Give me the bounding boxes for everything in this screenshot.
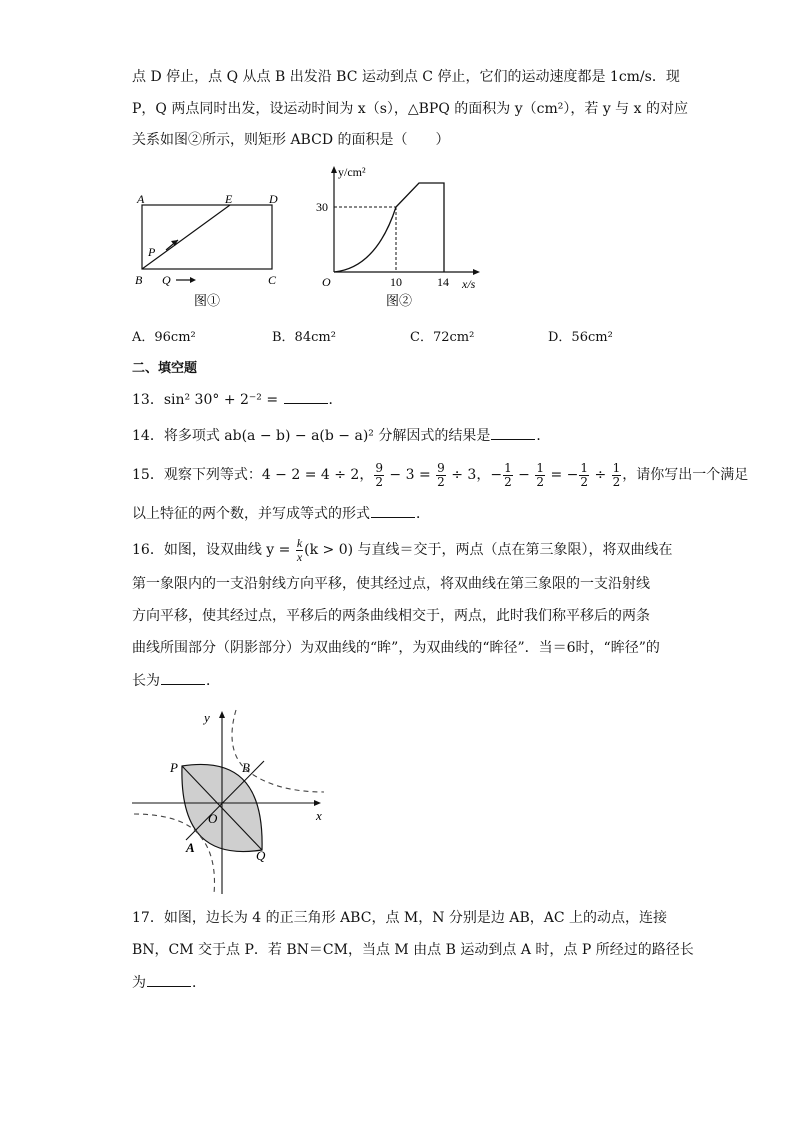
q16-lead: 16．如图，设双曲线 y = [132, 542, 295, 558]
q15-m2: ÷ 3，− [446, 467, 503, 483]
q14-blank [491, 425, 535, 440]
q15-frac-5-num: 1 [580, 460, 589, 475]
q17-end: ． [192, 975, 206, 991]
y-axis-arrow [219, 711, 225, 718]
tick-30: 30 [316, 200, 328, 214]
q15-frac-3-num: 1 [504, 460, 512, 475]
q15-frac-2-den: 2 [437, 474, 445, 489]
q15-m3: − [513, 467, 535, 483]
curve-segment [334, 207, 396, 272]
label-b: B [242, 760, 250, 775]
origin-label: O [322, 275, 331, 289]
figure-2-graph [316, 160, 496, 310]
q15-m4: = − [546, 467, 579, 483]
q15-tail: ，请你写出一个满足 [622, 467, 749, 483]
q16-line-4: 曲线所围部分（阴影部分）为双曲线的“眸”，为双曲线的“眸径”．当＝6时，“眸径”的 [132, 640, 660, 656]
label-a: A [186, 840, 195, 855]
q16-line-5-text: 长为 [132, 673, 160, 689]
q13-end: ． [328, 392, 343, 408]
segment-be [142, 205, 230, 269]
q13-text: 13．sin² 30° + 2⁻² = [132, 392, 283, 408]
q14-end: ． [536, 428, 551, 444]
q15-frac-3-den: 2 [504, 474, 512, 489]
tick-10: 10 [390, 275, 402, 289]
label-e: E [225, 192, 233, 206]
figure-q16-hyperbola [128, 700, 348, 900]
q12-line-2: P，Q 两点同时出发，设运动时间为 x（s），△BPQ 的面积为 y（cm²），若 y 与 x 的对应 [132, 101, 688, 117]
q15-frac-1-den: 2 [375, 474, 383, 489]
y-axis-arrow [331, 166, 337, 173]
q16-frac-den: x [296, 549, 303, 564]
q15-frac-4-den: 2 [536, 474, 544, 489]
section-title: 二、填空题 [132, 361, 198, 376]
q15-m1: − 3 = [384, 467, 436, 483]
graph-segments [396, 183, 444, 272]
label-c: C [268, 273, 277, 287]
q15-lead: 15．观察下列等式：4 − 2 = 4 ÷ 2， [132, 467, 374, 483]
label-p: P [148, 245, 156, 259]
q16-line-3: 方向平移，使其经过点，平移后的两条曲线相交于，两点，此时我们称平移后的两条 [132, 608, 650, 624]
q15-frac-1-num: 9 [375, 460, 383, 475]
q17-blank [147, 972, 191, 987]
arrow-q-head [190, 277, 196, 283]
x-axis-label: x/s [462, 277, 476, 291]
caption-fig-1: 图① [194, 293, 221, 308]
q16-frac-num: k [296, 535, 303, 550]
q16-line-5 [132, 670, 220, 691]
q15-frac-4-num: 1 [536, 460, 544, 475]
q15-frac-3 [503, 462, 513, 489]
q15-frac-5 [579, 462, 589, 489]
label-q: Q [162, 273, 171, 287]
label-x: x [316, 808, 322, 823]
tick-14: 14 [437, 275, 449, 289]
q15-frac-6 [612, 462, 622, 489]
x-axis-arrow [314, 800, 321, 806]
option-b: B．84cm² [272, 330, 336, 345]
q17-line-3 [132, 972, 206, 993]
label-p: P [170, 760, 178, 775]
q14 [132, 425, 550, 446]
q15-frac-6-den: 2 [612, 474, 621, 489]
label-b: B [135, 273, 143, 287]
label-q: Q [256, 848, 266, 863]
caption-fig-2: 图② [386, 293, 413, 308]
option-a: A．96cm² [132, 330, 196, 345]
q15-frac-1 [374, 462, 384, 489]
q17-line-3-text: 为 [132, 975, 146, 991]
q12-line-1: 点 D 停止，点 Q 从点 B 出发沿 BC 运动到点 C 停止，它们的运动速度都是 1cm/s．现 [132, 69, 680, 85]
q16-line-2: 第一象限内的一支沿射线方向平移，使其经过点，将双曲线在第三象限的一支沿射线 [132, 576, 650, 592]
label-o: O [208, 811, 218, 826]
q13-blank [284, 389, 328, 404]
q15-frac-4 [535, 462, 545, 489]
q16-after: (k > 0) 与直线＝交于，两点（点在第三象限），将双曲线在 [304, 542, 673, 558]
q15-line-2-text: 以上特征的两个数，并写成等式的形式 [132, 506, 370, 522]
q17-line-2: BN，CM 交于点 P．若 BN＝CM，当点 M 由点 B 运动到点 A 时，点 P 所经过的路径长 [132, 942, 694, 958]
option-d: D．56cm² [548, 330, 613, 345]
q17-line-1: 17．如图，边长为 4 的正三角形 ABC，点 M，N 分别是边 AB，AC 上的动点，连接 [132, 910, 668, 926]
q15-line-2 [132, 503, 430, 524]
label-d: D [269, 192, 278, 206]
rect-abcd [142, 205, 272, 269]
figure-1-rectangle [128, 188, 288, 313]
q16-end: ． [206, 673, 220, 689]
q15-end: ． [416, 506, 430, 522]
q16-blank [161, 670, 205, 685]
q13 [132, 389, 343, 410]
y-axis-label: y/cm² [338, 165, 366, 179]
q16-frac [296, 537, 303, 564]
q15-frac-5-den: 2 [580, 474, 589, 489]
q15-frac-2 [436, 462, 446, 489]
label-y: y [204, 710, 210, 725]
q15-line-1 [132, 458, 748, 492]
label-a: A [137, 192, 145, 206]
q15-frac-6-num: 1 [612, 460, 621, 475]
q12-line-3: 关系如图②所示，则矩形 ABCD 的面积是（ ） [132, 132, 450, 148]
q14-text: 14．将多项式 ab(a − b) − a(b − a)² 分解因式的结果是 [132, 428, 491, 444]
option-c: C．72cm² [410, 330, 475, 345]
x-axis-arrow [473, 269, 480, 275]
q16-line-1 [132, 533, 673, 567]
q15-blank [371, 503, 415, 518]
q15-m5: ÷ [590, 467, 611, 483]
q15-frac-2-num: 9 [437, 460, 445, 475]
